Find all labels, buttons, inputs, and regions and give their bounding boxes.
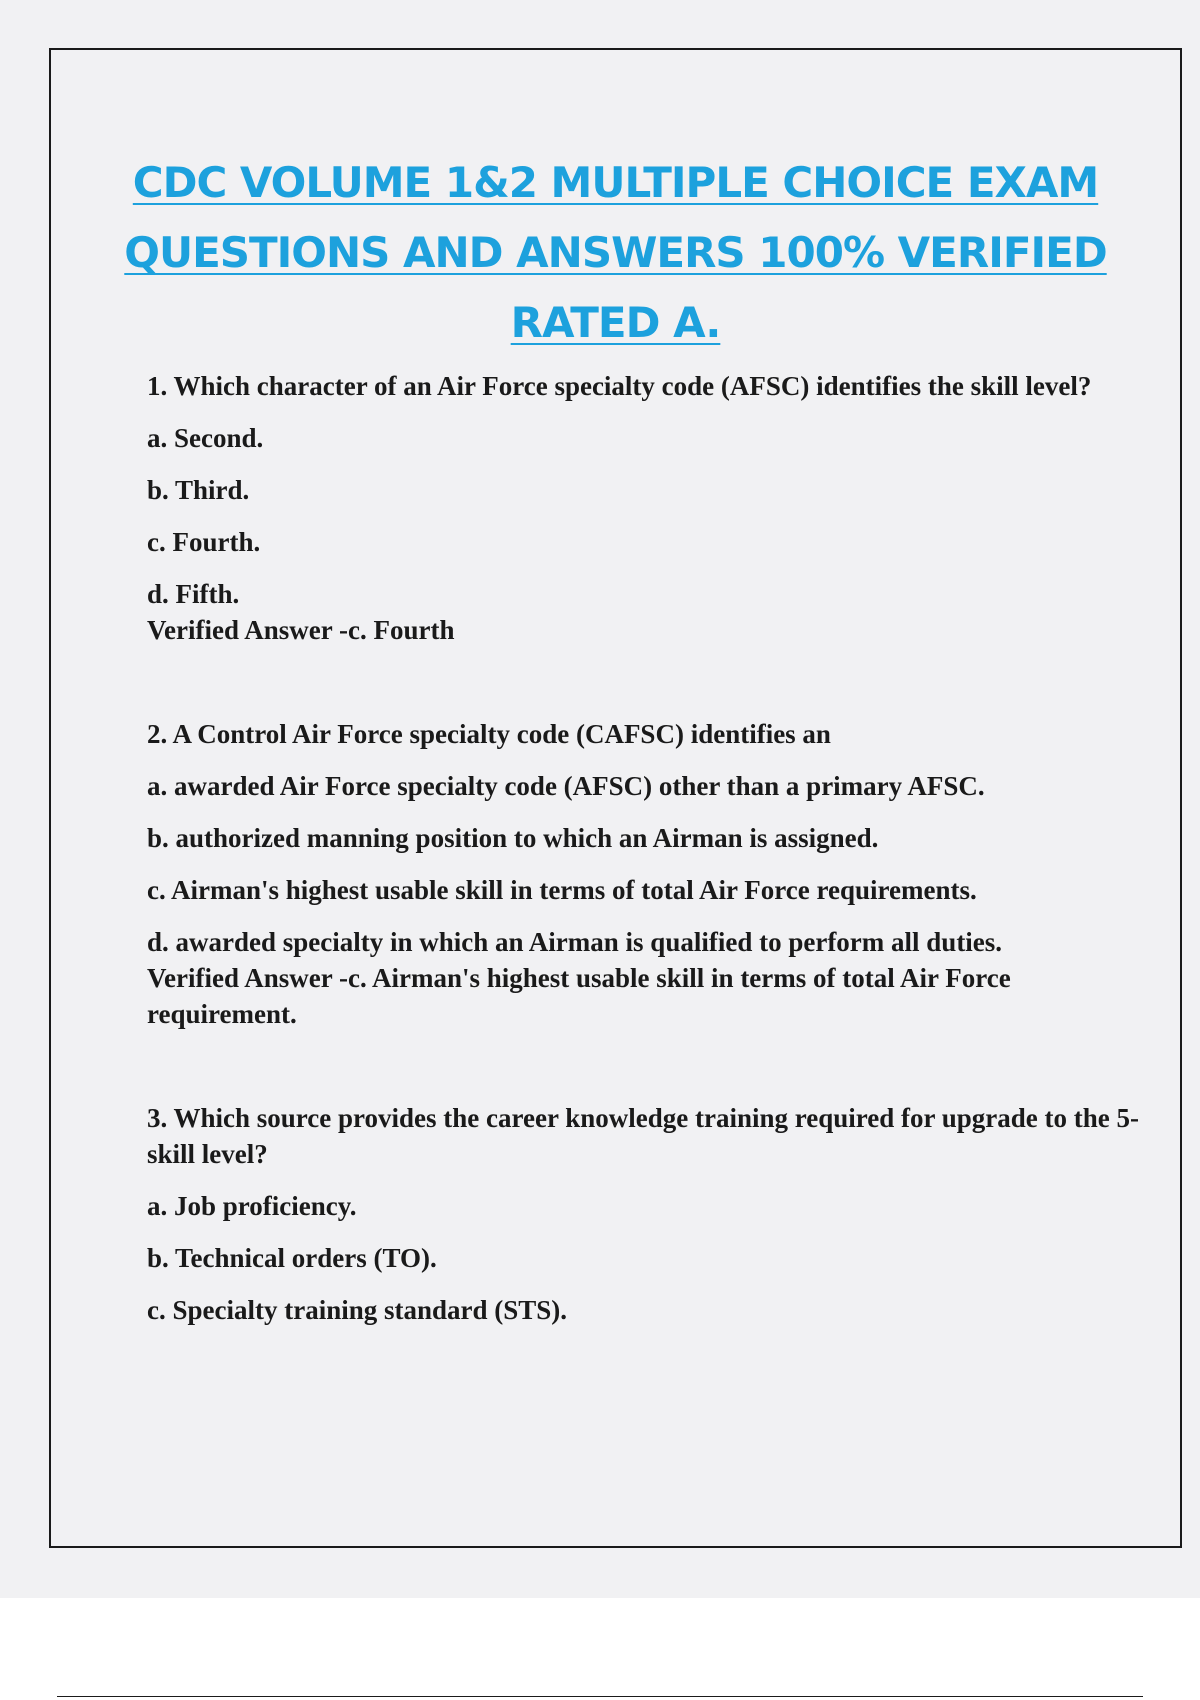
document-title: [51, 148, 1180, 358]
answer-option: c. Fourth.: [147, 527, 261, 557]
question-block: [147, 716, 1147, 1032]
answer-option: d. awarded specialty in which an Airman is qualified to perform all duties.: [147, 927, 1003, 957]
answer-option: c. Airman's highest usable skill in terms of total Air Force requirements.: [147, 875, 977, 905]
question-block: [147, 1100, 1147, 1328]
answer-option: a. Job proficiency.: [147, 1191, 357, 1221]
title-line-3: RATED A.: [510, 298, 721, 347]
verified-answer: Verified Answer -c. Airman's highest usable skill in terms of total Air Force requirement.: [147, 963, 1011, 1029]
answer-option: a. Second.: [147, 423, 264, 453]
title-line-1: CDC VOLUME 1&2 MULTIPLE CHOICE EXAM: [132, 158, 1099, 207]
answer-option: d. Fifth.: [147, 579, 240, 609]
question-text: 3. Which source provides the career knowledge training required for upgrade to the 5-skill level?: [147, 1103, 1139, 1169]
question-list: [147, 368, 1147, 1328]
document-page: [49, 48, 1182, 1548]
bottom-divider: [57, 1696, 1143, 1697]
title-line-2: QUESTIONS AND ANSWERS 100% VERIFIED: [124, 228, 1107, 277]
spacer: [147, 1032, 1147, 1100]
answer-option: c. Specialty training standard (STS).: [147, 1295, 568, 1325]
answer-option: b. Technical orders (TO).: [147, 1243, 437, 1273]
answer-option: b. authorized manning position to which an Airman is assigned.: [147, 823, 879, 853]
spacer: [147, 648, 1147, 716]
answer-option: b. Third.: [147, 475, 250, 505]
question-text: 2. A Control Air Force specialty code (CAFSC) identifies an: [147, 719, 831, 749]
answer-option: a. awarded Air Force specialty code (AFSC) other than a primary AFSC.: [147, 771, 985, 801]
question-text: 1. Which character of an Air Force specialty code (AFSC) identifies the skill level?: [147, 371, 1092, 401]
question-block: [147, 368, 1147, 648]
verified-answer: Verified Answer -c. Fourth: [147, 615, 455, 645]
